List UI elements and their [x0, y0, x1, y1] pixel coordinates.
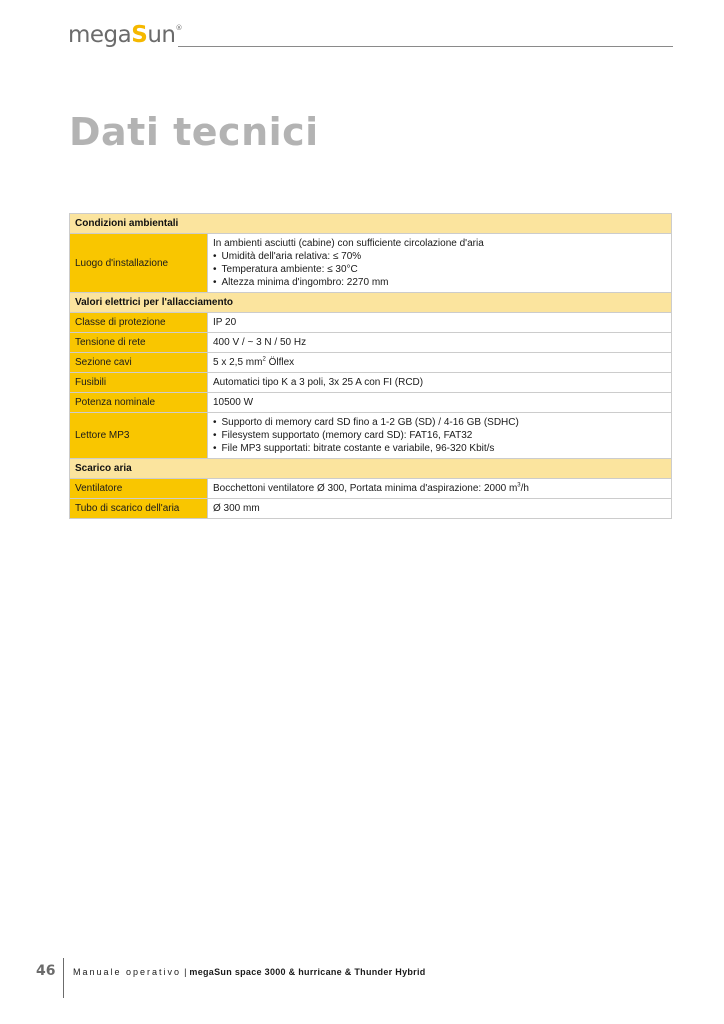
megasun-logo — [68, 22, 182, 48]
row-value: Automatici tipo K a 3 poli, 3x 25 A con FI (RCD) — [208, 373, 672, 393]
bullet-list — [213, 250, 666, 289]
footer-manual-label: Manuale operativo — [73, 967, 182, 977]
logo-suffix: un — [147, 22, 176, 48]
row-key: Classe di protezione — [70, 313, 208, 333]
value-intro: In ambienti asciutti (cabine) con sufficiente circolazione d'aria — [213, 238, 484, 249]
row-value: 400 V / ~ 3 N / 50 Hz — [208, 333, 672, 353]
row-key: Tubo di scarico dell'aria — [70, 499, 208, 519]
section-title: Scarico aria — [70, 459, 672, 479]
logo-registered-mark: ® — [175, 24, 182, 32]
section-title: Condizioni ambientali — [70, 214, 672, 234]
footer-divider — [63, 958, 64, 998]
table-row — [70, 373, 672, 393]
bullet-item: • Umidità dell'aria relativa: ≤ 70% — [213, 250, 666, 263]
logo-prefix: mega — [68, 22, 132, 48]
row-key: Potenza nominale — [70, 393, 208, 413]
page-number: 46 — [36, 963, 56, 979]
page-title: Dati tecnici — [69, 110, 319, 154]
table-row — [70, 313, 672, 333]
header-rule — [178, 46, 673, 47]
table-row — [70, 499, 672, 519]
bullet-list — [213, 416, 666, 455]
section-title: Valori elettrici per l'allacciamento — [70, 293, 672, 313]
logo-s: S — [131, 22, 148, 48]
value-text: 5 x 2,5 mm — [213, 357, 263, 368]
value-text: Ölflex — [265, 357, 295, 368]
footer-separator: | — [184, 967, 187, 977]
value-superscript: 3 — [517, 482, 521, 489]
table-row — [70, 333, 672, 353]
footer-caption — [73, 967, 426, 977]
value-superscript: 2 — [262, 356, 266, 363]
value-text: Bocchettoni ventilatore Ø 300, Portata minima d'aspirazione: 2000 m — [213, 483, 518, 494]
row-value: 10500 W — [208, 393, 672, 413]
row-value — [208, 353, 672, 373]
section-header-row — [70, 459, 672, 479]
section-header-row — [70, 293, 672, 313]
bullet-item: • Temperatura ambiente: ≤ 30°C — [213, 263, 666, 276]
row-key: Lettore MP3 — [70, 413, 208, 459]
table-row — [70, 413, 672, 459]
section-header-row — [70, 214, 672, 234]
row-value — [208, 413, 672, 459]
table-row — [70, 479, 672, 499]
bullet-item: • File MP3 supportati: bitrate costante e variabile, 96-320 Kbit/s — [213, 442, 666, 455]
table-row — [70, 234, 672, 293]
row-key: Ventilatore — [70, 479, 208, 499]
row-key: Tensione di rete — [70, 333, 208, 353]
row-key: Luogo d'installazione — [70, 234, 208, 293]
table-row — [70, 353, 672, 373]
row-value — [208, 479, 672, 499]
row-key: Sezione cavi — [70, 353, 208, 373]
footer-product-name: megaSun space 3000 & hurricane & Thunder Hybrid — [189, 967, 426, 977]
row-value: Ø 300 mm — [208, 499, 672, 519]
spec-table — [69, 213, 672, 519]
bullet-item: • Supporto di memory card SD fino a 1-2 GB (SD) / 4-16 GB (SDHC) — [213, 416, 666, 429]
table-row — [70, 393, 672, 413]
bullet-item: • Filesystem supportato (memory card SD): FAT16, FAT32 — [213, 429, 666, 442]
value-text: /h — [520, 483, 529, 494]
row-value: IP 20 — [208, 313, 672, 333]
row-key: Fusibili — [70, 373, 208, 393]
row-value — [208, 234, 672, 293]
bullet-item: • Altezza minima d'ingombro: 2270 mm — [213, 276, 666, 289]
